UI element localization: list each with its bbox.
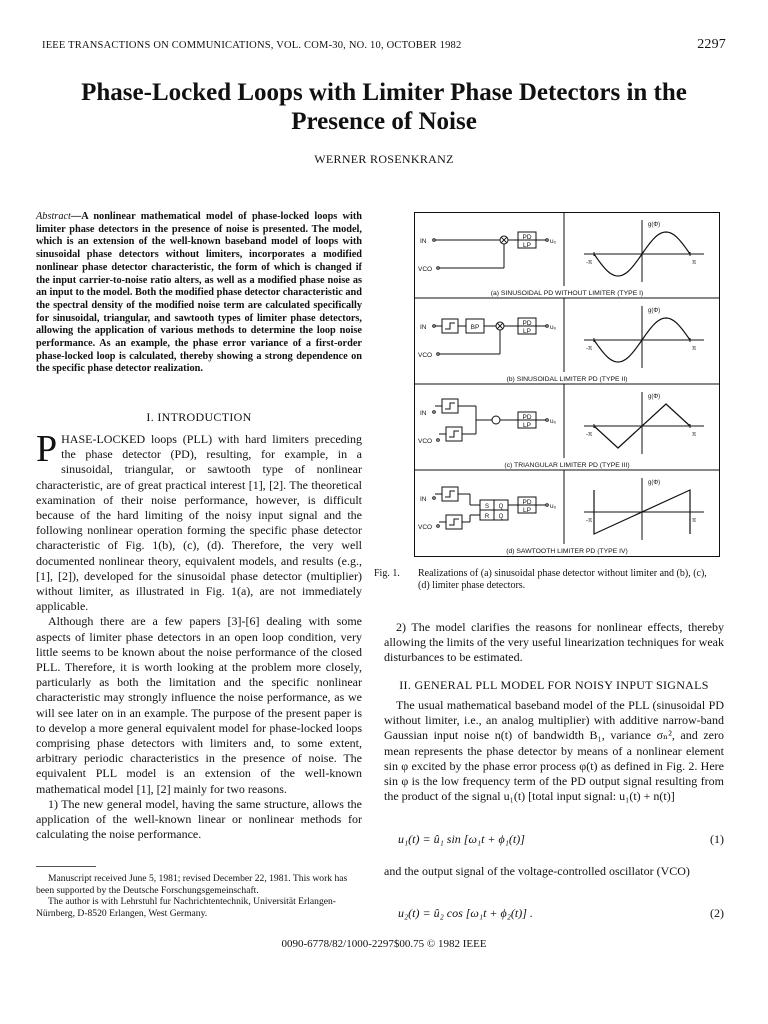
section-2-paragraph-1: The usual mathematical baseband model of the PLL (sinusoidal PD without limiter, i.e., an analog multiplier) with additive narrow-band Gaussian input noise n(t) of bandwidth B₁, variance σₙ², and zero mean represents the phase detector by means of a nonlinear element sin φ excited by the phase error process φ(t) as defined in Fig. 2. Here sin φ is the low frequency term of the PD output signal resulting from the product of the signal u₁(t) [total input signal: u₁(t) + n(t)] <box>384 698 724 804</box>
plot-neg-pi-0: -π <box>586 260 593 266</box>
paper-title <box>30 78 738 136</box>
vco-label-1: VCO <box>418 352 433 359</box>
title-line-1: Phase-Locked Loops with Limiter Phase Detectors in the <box>81 79 687 106</box>
plot-g-label-2: g(Φ) <box>648 394 661 400</box>
output-terminal-1 <box>546 325 549 328</box>
footnote-received: Manuscript received June 5, 1981; revised December 22, 1981. This work has been supported by the Deutsche Forschungsgemeinschaft. <box>36 873 348 896</box>
vco-terminal-1 <box>437 353 440 356</box>
figure-label: Fig. 1. <box>374 568 400 579</box>
footnote-affiliation: The author is with Lehrstuhl fur Nachrichtentechnik, Universität Erlangen-Nürnberg, D-8520 Erlangen, West Germany. <box>36 896 336 919</box>
figure-caption-text: Realizations of (a) sinusoidal phase detector without limiter and (b), (c), (d) limiter phase detectors. <box>418 568 707 591</box>
output-label-2: u₀ <box>550 418 557 425</box>
figure-1-caption <box>374 568 724 592</box>
copyright-line: 0090-6778/82/1000-2297$00.75 © 1982 IEEE <box>281 938 487 950</box>
pd-label-1: PD <box>522 320 532 327</box>
pd-label-3: PD <box>522 499 532 506</box>
section-2-paragraph-2: and the output signal of the voltage-controlled oscillator (VCO) <box>384 864 690 878</box>
vco-label-0: VCO <box>418 266 433 273</box>
in-label-0: IN <box>420 238 427 245</box>
vco-terminal-0 <box>437 267 440 270</box>
plot-neg-pi-1: -π <box>586 346 593 352</box>
intro-paragraph-2: Although there are a few papers [3]-[6] dealing with some aspects of limiter phase detectors in an open loop condition, very little seems to be known about the noise performance of the closed PLL. Therefore, it is worth looking at the problem more closely, particularly as both the limitation and the specific nonlinear characteristic may strongly influence the noise performance, as we will see later on in an example. The purpose of the present paper is to develop a more general equivalent model for phase-locked loops comprising phase detectors with limiters and, to some extent, arbitrary periodic characteristics in the presence of noise. The equivalent PLL model is an extension of the well-known mathematical model [1], [2] mainly for two reasons. <box>36 614 362 796</box>
lp-label-1: LP <box>523 328 531 335</box>
figure-1-diagram <box>414 212 720 558</box>
limiter-vco-2-symbol <box>449 431 459 437</box>
abstract-lead: Abstract <box>36 211 71 222</box>
limiter-vco-3-symbol <box>449 519 459 525</box>
plot-g-label-1: g(Φ) <box>648 308 661 314</box>
plot-neg-pi-2: -π <box>586 432 593 438</box>
pd-label-0: PD <box>522 234 532 241</box>
sr-q-label-3: Q <box>498 504 504 510</box>
sr-r-label-3: R <box>484 514 490 520</box>
output-terminal-0 <box>546 239 549 242</box>
abstract <box>36 211 362 376</box>
equation-1 <box>384 832 724 848</box>
plot-neg-pi-3: -π <box>586 518 593 524</box>
sr-qbar-label-3: Q <box>498 514 504 520</box>
plot-g-label-3: g(Φ) <box>648 480 661 486</box>
plot-pos-pi-0: π <box>692 260 697 266</box>
panel-caption-2: (c) TRIANGULAR LIMITER PD (TYPE III) <box>504 462 630 469</box>
abstract-text: —A nonlinear mathematical model of phase-locked loops with limiter phase detectors in the presence of noise is presented. The model, which is an extension of the well-known baseband model of loops with sinusoidal phase detectors without limiters, incorporates a modified nonlinear phase detector characteristic, the form of which is changed if the input carrier-to-noise ratio alters, as well as a modified phase noise as an input to the model. Both the modified phase detector characteristic and the spectral density of the modified noise term are calculated specifically for sinusoidal, triangular, and sawtooth types of limiter phase detectors, allowing the application of various methods to determine the loop noise performance. As an example, the phase error variance of a first-order phase-locked loop is calculated, thereby showing a strong dependence on the specific phase detector realization. <box>36 211 362 375</box>
drop-cap: P <box>36 428 58 470</box>
bp-label-1: BP <box>470 324 480 331</box>
xor-icon-2 <box>492 416 500 424</box>
equation-2-text: u₂(t) = û₂ cos [ω₁t + ϕ₂(t)] . <box>398 906 533 920</box>
limiter-in-1-symbol <box>445 323 455 329</box>
equation-2-number: (2) <box>710 906 724 920</box>
in-terminal-2 <box>433 411 436 414</box>
plot-g-label-0: g(Φ) <box>648 222 661 228</box>
vco-label-3: VCO <box>418 524 433 531</box>
vco-label-2: VCO <box>418 438 433 445</box>
page-number: 2297 <box>697 37 726 52</box>
pd-label-2: PD <box>522 414 532 421</box>
section-2-body <box>384 698 724 804</box>
output-label-3: u₀ <box>550 503 557 510</box>
introduction-body <box>36 428 362 842</box>
section-heading-introduction: I. INTRODUCTION <box>146 410 252 424</box>
footnote-rule <box>36 866 96 867</box>
title-line-2: Presence of Noise <box>291 108 477 135</box>
equation-1-number: (1) <box>710 832 724 846</box>
panel-caption-0: (a) SINUSOIDAL PD WITHOUT LIMITER (TYPE I) <box>490 290 644 297</box>
vco-terminal-3 <box>437 525 440 528</box>
sr-s-label-3: S <box>484 504 490 510</box>
footnote <box>36 873 362 919</box>
lp-label-2: LP <box>523 422 531 429</box>
intro-paragraph-3: 1) The new general model, having the same structure, allows the application of the well-known linear or nonlinear methods for calculating the noise performance. <box>36 796 362 842</box>
right-column-intro <box>384 620 724 666</box>
author-name: WERNER ROSENKRANZ <box>314 152 454 166</box>
section-heading-general-model: II. GENERAL PLL MODEL FOR NOISY INPUT SIGNALS <box>399 678 709 692</box>
journal-info: IEEE TRANSACTIONS ON COMMUNICATIONS, VOL. COM-30, NO. 10, OCTOBER 1982 <box>42 40 462 51</box>
plot-pos-pi-1: π <box>692 346 697 352</box>
output-terminal-3 <box>546 504 549 507</box>
figure-1 <box>414 212 720 558</box>
plot-pos-pi-3: π <box>692 518 697 524</box>
intro-paragraph-4: 2) The model clarifies the reasons for nonlinear effects, thereby allowing the limits of the very useful linearization techniques for weak disturbances to be estimated. <box>384 620 724 665</box>
equation-2 <box>384 906 724 922</box>
output-terminal-2 <box>546 419 549 422</box>
in-terminal-3 <box>433 497 436 500</box>
intro-paragraph-1: PHASE-LOCKED loops (PLL) with hard limiters preceding the phase detector (PD), resulting, for example, in a sinusoidal, triangular, or sawtooth type of nonlinear characteristic, are of great practical interest [1], [2]. The theoretical examination of their noise performance, however, is difficult because of the hard limiting of the noisy input signal and the following nonlinear operation forming the specific phase detector characteristic of Fig. 1(b), (c), (d). Therefore, the very well documented nonlinear theory, equivalent models, and results (e.g., [1], [2]), developed for the sinusoidal phase detector (multiplier) without limiter, as illustrated in Fig. 1(a), are not immediately applicable. <box>36 428 362 614</box>
in-label-3: IN <box>420 496 427 503</box>
panel-caption-3: (d) SAWTOOTH LIMITER PD (TYPE IV) <box>506 548 628 555</box>
lp-label-0: LP <box>523 242 531 249</box>
output-label-1: u₀ <box>550 324 557 331</box>
panel-caption-1: (b) SINUSOIDAL LIMITER PD (TYPE II) <box>506 376 628 383</box>
in-terminal-0 <box>433 239 436 242</box>
plot-pos-pi-2: π <box>692 432 697 438</box>
in-terminal-1 <box>433 325 436 328</box>
section-2-paragraph-2-block <box>384 864 724 879</box>
output-label-0: u₀ <box>550 238 557 245</box>
lp-label-3: LP <box>523 507 531 514</box>
limiter-in-3-symbol <box>445 491 455 497</box>
in-label-1: IN <box>420 324 427 331</box>
vco-terminal-2 <box>437 439 440 442</box>
limiter-in-2-symbol <box>445 403 455 409</box>
in-label-2: IN <box>420 410 427 417</box>
running-header <box>42 37 726 56</box>
equation-1-text: u₁(t) = û₁ sin [ω₁t + ϕ₁(t)] <box>398 832 525 846</box>
